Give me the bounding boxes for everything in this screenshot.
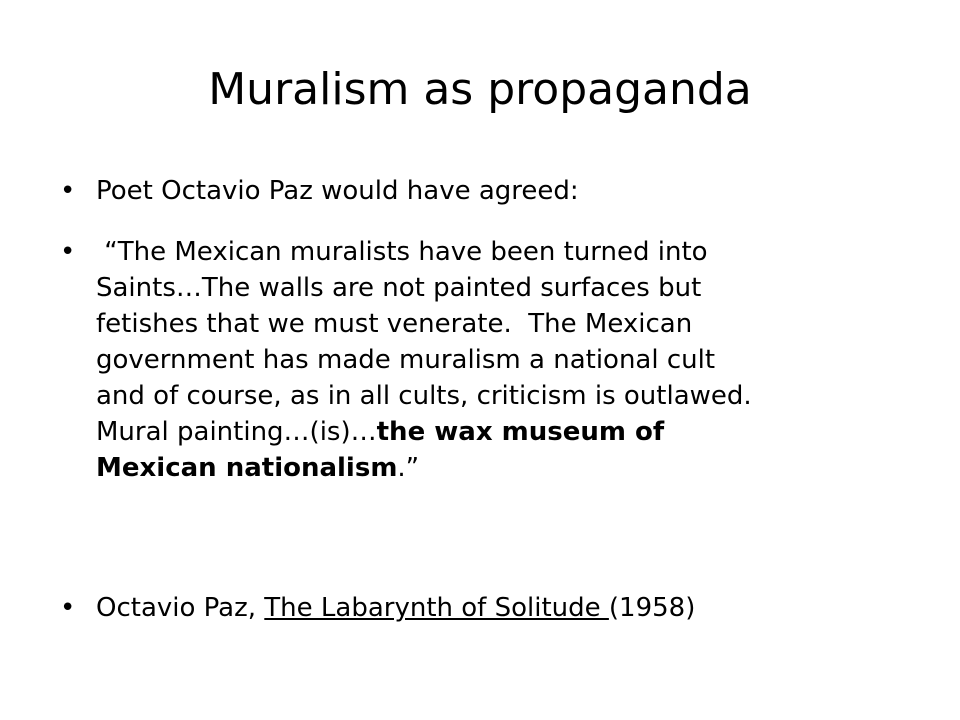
citation-book-title: The Labarynth of Solitude (264, 593, 609, 623)
slide-title: Muralism as propaganda (208, 64, 752, 115)
bullet-intro: • Poet Octavio Paz would have agreed: (96, 173, 916, 209)
quote-line: Saints…The walls are not painted surfaces but (96, 273, 702, 303)
citation-year: (1958) (608, 593, 696, 623)
quote-line: • “The Mexican muralists have been turned into (96, 237, 708, 267)
quote-closing: .” (397, 453, 420, 483)
quote-plain-text: Mural painting…(is)… (96, 417, 377, 447)
bullet-quote (96, 234, 916, 486)
citation-author: Octavio Paz, (96, 593, 265, 623)
quote-line: and of course, as in all cults, criticism is outlawed. (96, 381, 752, 411)
bullet-citation (96, 590, 916, 626)
quote-line: fetishes that we must venerate. The Mexican (96, 309, 693, 339)
quote-line (96, 414, 916, 450)
quote-bold-text: the wax museum of (376, 417, 665, 447)
quote-bold-text: Mexican nationalism (96, 453, 398, 483)
quote-line (96, 450, 916, 486)
quote-line: government has made muralism a national cult (96, 345, 716, 375)
